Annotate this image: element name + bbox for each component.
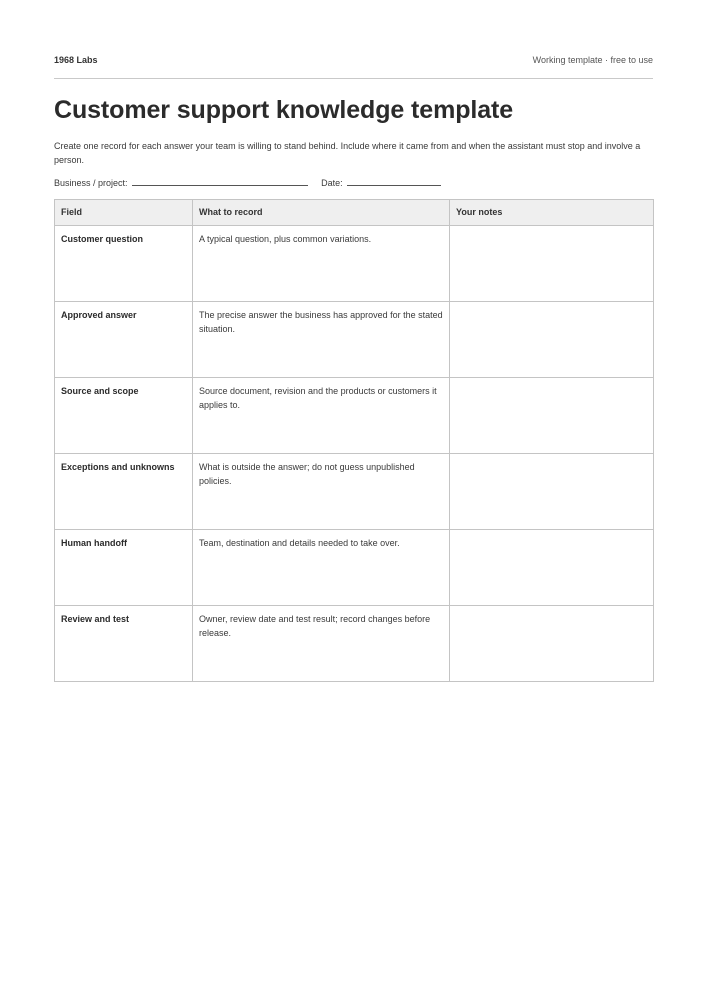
business-field[interactable] (132, 176, 308, 186)
date-field[interactable] (347, 176, 441, 186)
record-cell: What is outside the answer; do not guess unpublished policies. (193, 454, 450, 530)
notes-cell[interactable] (450, 302, 654, 378)
brand-name: 1968 Labs (54, 55, 98, 65)
intro-text: Create one record for each answer your team is willing to stand behind. Include where it came from and when the assistant must stop and involve a person. (54, 141, 641, 165)
table-row (55, 606, 654, 682)
business-label: Business / project: (54, 178, 128, 188)
table-header-row (55, 200, 654, 226)
meta-line (54, 176, 441, 188)
column-header-field: Field (55, 200, 193, 226)
page-title: Customer support knowledge template (54, 96, 514, 124)
table-row (55, 530, 654, 606)
record-cell: The precise answer the business has approved for the stated situation. (193, 302, 450, 378)
table-row (55, 302, 654, 378)
notes-cell[interactable] (450, 606, 654, 682)
table-row (55, 454, 654, 530)
field-cell: Human handoff (55, 530, 193, 606)
field-cell: Customer question (55, 226, 193, 302)
field-cell: Review and test (55, 606, 193, 682)
knowledge-table (54, 199, 654, 682)
header-divider (54, 78, 653, 79)
record-cell: Source document, revision and the products or customers it applies to. (193, 378, 450, 454)
table-row (55, 226, 654, 302)
notes-cell[interactable] (450, 226, 654, 302)
notes-cell[interactable] (450, 378, 654, 454)
record-cell: Team, destination and details needed to take over. (193, 530, 450, 606)
header-note: Working template · free to use (532, 55, 653, 65)
column-header-your-notes: Your notes (450, 200, 654, 226)
table-row (55, 378, 654, 454)
notes-cell[interactable] (450, 530, 654, 606)
column-header-what-to-record: What to record (193, 200, 450, 226)
field-cell: Source and scope (55, 378, 193, 454)
record-cell: Owner, review date and test result; record changes before release. (193, 606, 450, 682)
record-cell: A typical question, plus common variations. (193, 226, 450, 302)
field-cell: Exceptions and unknowns (55, 454, 193, 530)
field-cell: Approved answer (55, 302, 193, 378)
page-header (54, 55, 653, 69)
notes-cell[interactable] (450, 454, 654, 530)
date-label: Date: (321, 178, 343, 188)
